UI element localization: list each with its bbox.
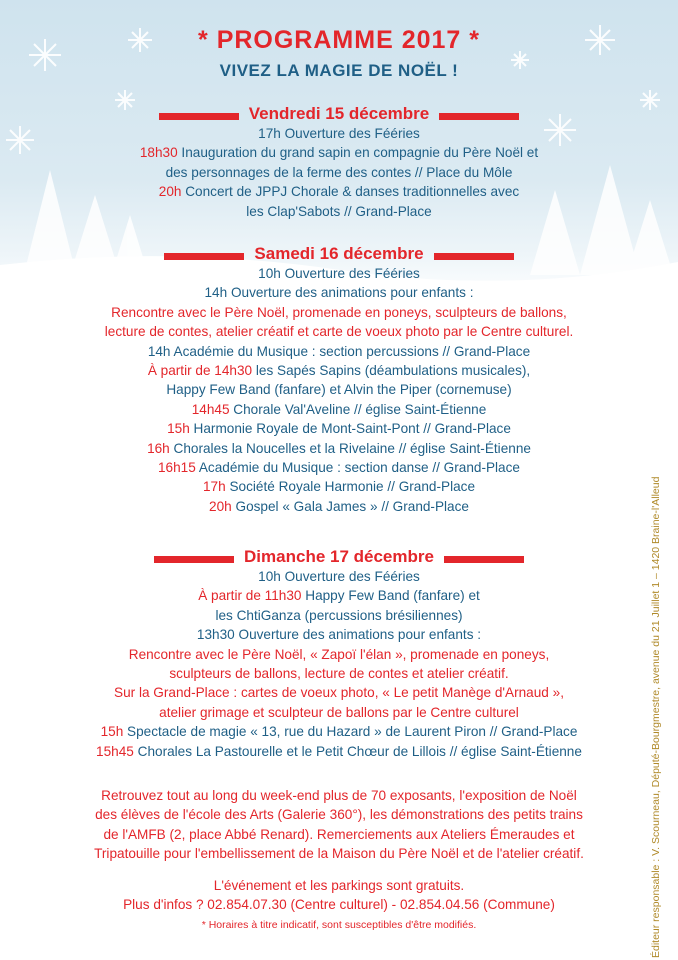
program-text: 20h — [158, 184, 182, 200]
info-line: Plus d'infos ? 02.854.07.30 (Centre culturel) - 02.854.04.56 (Commune) — [123, 897, 555, 913]
program-line — [0, 264, 678, 283]
program-text: 13h30 Ouverture des animations pour enfants : — [196, 627, 482, 643]
page-title: * PROGRAMME 2017 * — [198, 26, 480, 54]
program-text: 16h — [147, 440, 170, 456]
program-text: Spectacle de magie « 13, rue du Hazard » de Laurent Piron // Grand-Place — [123, 724, 578, 740]
program-text: Concert de JPPJ Chorale & danses traditionnelles avec — [181, 184, 520, 200]
program-line — [0, 703, 678, 722]
program-line — [0, 439, 678, 458]
program-line — [0, 124, 678, 143]
program-line — [0, 722, 678, 741]
program-text: 14h45 — [191, 401, 230, 417]
program-text: 18h30 — [139, 145, 178, 161]
program-text: 15h45 — [96, 743, 134, 759]
program-text: 16h15 — [158, 460, 196, 476]
program-text: Rencontre avec le Père Noël, promenade en poneys, sculpteurs de ballons, — [111, 304, 567, 320]
program-text: les ChtiGanza (percussions brésiliennes) — [215, 607, 463, 623]
page-subtitle: VIVEZ LA MAGIE DE NOËL ! — [219, 61, 459, 80]
program-text: atelier grimage et sculpteur de ballons par le Centre culturel — [159, 704, 519, 720]
program-text: À partir de 11h30 — [198, 588, 302, 604]
program-text: 17h — [202, 479, 226, 495]
day-friday — [0, 104, 678, 221]
program-text: Gospel « Gala James » // Grand-Place — [231, 498, 469, 514]
day-lines — [0, 124, 678, 221]
program-line — [0, 625, 678, 644]
program-text: 20h — [209, 498, 232, 514]
program-text: Chorales la Noucelles et la Rivelaine // église Saint-Étienne — [169, 440, 531, 456]
program-text: Chorale Val'Aveline // église Saint-Étienne — [229, 401, 487, 417]
program-line — [0, 477, 678, 496]
program-text: les Clap'Sabots // Grand-Place — [246, 203, 432, 219]
publisher-credit: Éditeur responsable : V. Scourneau, Député-Bourgmestre, avenue du 21 Juillet 1 – 1420 Braine-l'Alleud — [650, 476, 662, 958]
program-text: Rencontre avec le Père Noël, « Zapoï l'élan », promenade en poneys, — [128, 646, 550, 662]
program-line — [0, 143, 678, 162]
day-title-saturday: Samedi 16 décembre — [254, 244, 423, 264]
program-line — [0, 342, 678, 361]
program-line — [0, 400, 678, 419]
day-title-friday: Vendredi 15 décembre — [249, 104, 429, 124]
program-line — [0, 742, 678, 761]
day-title-sunday: Dimanche 17 décembre — [244, 547, 434, 567]
footer-info — [0, 876, 678, 931]
footer-line: des élèves de l'école des Arts (Galerie 360°), les démonstrations des petits trains — [95, 807, 583, 823]
program-line — [0, 645, 678, 664]
program-text: 17h — [258, 126, 281, 141]
info-line: L'événement et les parkings sont gratuits. — [213, 878, 465, 893]
program-text: 14h Académie du Musique : section percussions // Grand-Place — [147, 343, 531, 359]
program-text: Ouverture des Fééries — [280, 126, 420, 141]
footer-line: Tripatouille pour l'embellissement de la Maison du Père Noël et de l'atelier créatif. — [94, 846, 584, 862]
program-line — [0, 567, 678, 586]
program-text: Harmonie Royale de Mont-Saint-Pont // Grand-Place — [189, 421, 511, 437]
program-text: 10h Ouverture des Fééries — [258, 569, 420, 584]
program-line — [0, 586, 678, 605]
program-line — [0, 497, 678, 516]
day-lines — [0, 264, 678, 516]
program-line — [0, 322, 678, 341]
program-line — [0, 182, 678, 201]
program-line — [0, 419, 678, 438]
program-text: Sur la Grand-Place : cartes de voeux photo, « Le petit Manège d'Arnaud », — [114, 685, 564, 701]
program-text: 14h Ouverture des animations pour enfants : — [204, 285, 474, 301]
program-text: Chorales La Pastourelle et le Petit Chœur de Lillois // église Saint-Étienne — [133, 743, 582, 759]
footnote: * Horaires à titre indicatif, sont susceptibles d'être modifiés. — [201, 918, 477, 931]
footer-paragraph — [0, 786, 678, 864]
program-text: 15h — [167, 421, 190, 437]
program-text: des personnages de la ferme des contes // Place du Môle — [165, 164, 513, 180]
program-text: lecture de contes, atelier créatif et carte de voeux photo par le Centre culturel. — [104, 324, 574, 340]
program-line — [0, 283, 678, 302]
program-line — [0, 303, 678, 322]
program-text: sculpteurs de ballons, lecture de contes et atelier créatif. — [169, 666, 509, 682]
program-line — [0, 163, 678, 182]
day-lines — [0, 567, 678, 761]
footer-line: Retrouvez tout au long du week-end plus de 70 exposants, l'exposition de Noël — [101, 788, 577, 803]
footer-line: de l'AMFB (2, place Abbé Renard). Remerciements aux Ateliers Émeraudes et — [103, 826, 575, 842]
day-sunday — [0, 547, 678, 761]
program-text: 15h — [100, 724, 124, 740]
program-text: Happy Few Band (fanfare) et Alvin the Piper (cornemuse) — [166, 382, 512, 398]
program-text: Société Royale Harmonie // Grand-Place — [225, 479, 476, 495]
program-line — [0, 664, 678, 683]
program-text: Happy Few Band (fanfare) et — [301, 588, 480, 604]
program-text: À partir de 14h30 — [147, 363, 253, 379]
program-text: Inauguration du grand sapin en compagnie du Père Noël et — [177, 145, 539, 161]
day-saturday — [0, 244, 678, 516]
program-line — [0, 606, 678, 625]
program-line — [0, 202, 678, 221]
program-text: 10h Ouverture des Fééries — [258, 266, 420, 281]
program-line — [0, 361, 678, 380]
program-line — [0, 683, 678, 702]
program-text: les Sapés Sapins (déambulations musicales), — [252, 363, 531, 379]
program-line — [0, 380, 678, 399]
program-text: Académie du Musique : section danse // Grand-Place — [195, 460, 520, 476]
program-line — [0, 458, 678, 477]
